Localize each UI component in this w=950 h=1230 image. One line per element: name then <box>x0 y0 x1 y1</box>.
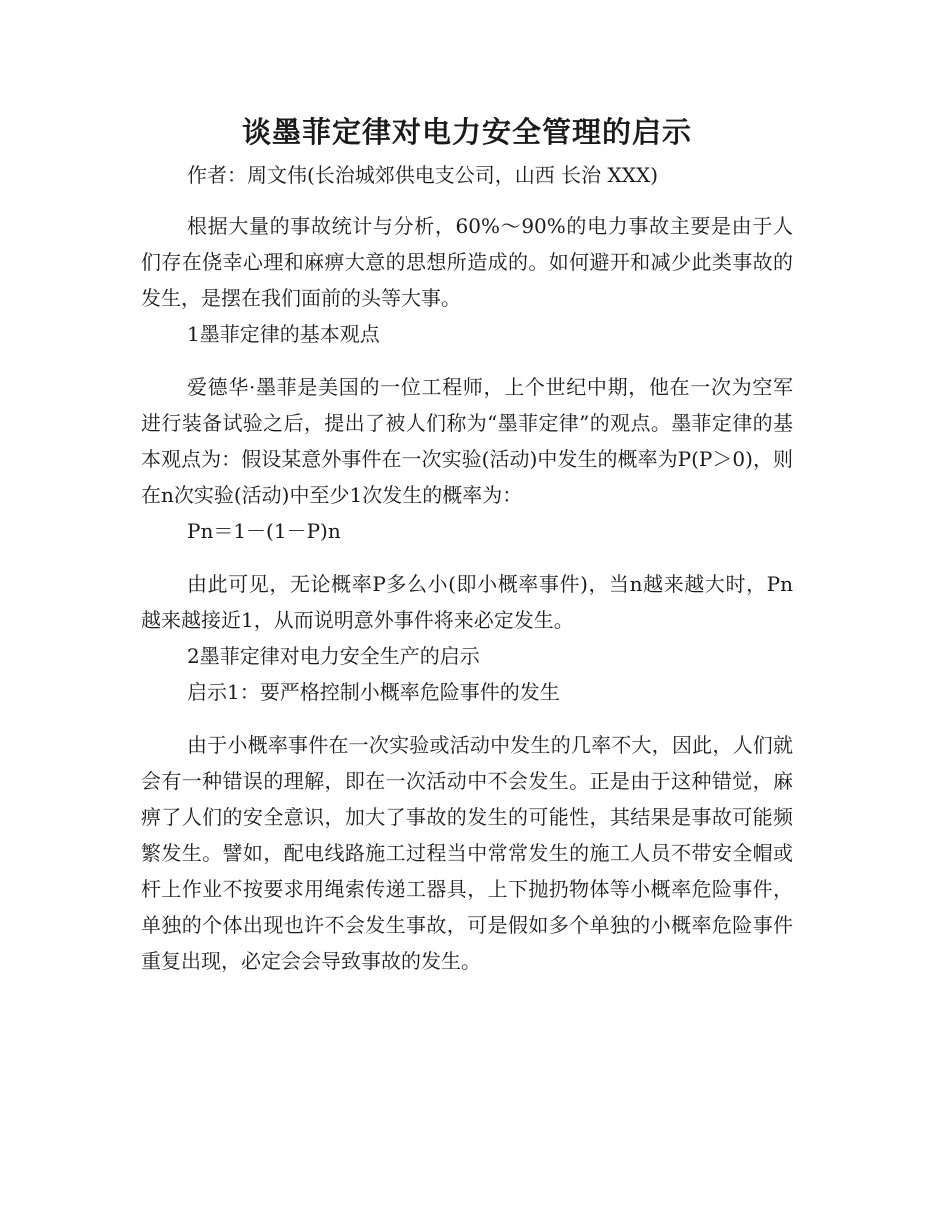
section-1-heading: 1墨菲定律的基本观点 <box>187 322 380 346</box>
section-1-conclusion: 由此可见，无论概率P多么小(即小概率事件)，当n越来越大时，Pn越来越接近1，从而说明意外事件将来必定发生。 <box>141 572 793 632</box>
section-2-heading: 2墨菲定律对电力安全生产的启示 <box>187 644 480 668</box>
section-1-paragraph: 爱德华·墨菲是美国的一位工程师，上个世纪中期，他在一次为空军进行装备试验之后，提出了被人们称为“墨菲定律”的观点。墨菲定律的基本观点为：假设某意外事件在一次实验(活动)中发生的概率为P(P＞0)，则在n次实验(活动)中至少1次发生的概率为： <box>141 375 793 507</box>
intro-paragraph: 根据大量的事故统计与分析，60%～90%的电力事故主要是由于人们存在侥幸心理和麻痹大意的思想所造成的。如何避开和减少此类事故的发生，是摆在我们面前的头等大事。 <box>141 214 793 310</box>
author-line: 作者：周文伟(长治城郊供电支公司，山西 长治 XXX) <box>187 163 659 187</box>
insight-1-heading: 启示1：要严格控制小概率危险事件的发生 <box>187 680 560 704</box>
document-title: 谈墨菲定律对电力安全管理的启示 <box>241 115 692 149</box>
formula: Pn＝1－(1－P)n <box>187 519 341 543</box>
insight-1-paragraph: 由于小概率事件在一次实验或活动中发生的几率不大，因此，人们就会有一种错误的理解，即在一次活动中不会发生。正是由于这种错觉，麻痹了人们的安全意识，加大了事故的发生的可能性，其结果是事故可能频繁发生。譬如，配电线路施工过程当中常常发生的施工人员不带安全帽或杆上作业不按要求用绳索传递工器具，上下抛扔物体等小概率危险事件，单独的个体出现也许不会发生事故，可是假如多个单独的小概率危险事件重复出现，必定会会导致事故的发生。 <box>141 733 793 973</box>
document-page <box>141 110 793 979</box>
